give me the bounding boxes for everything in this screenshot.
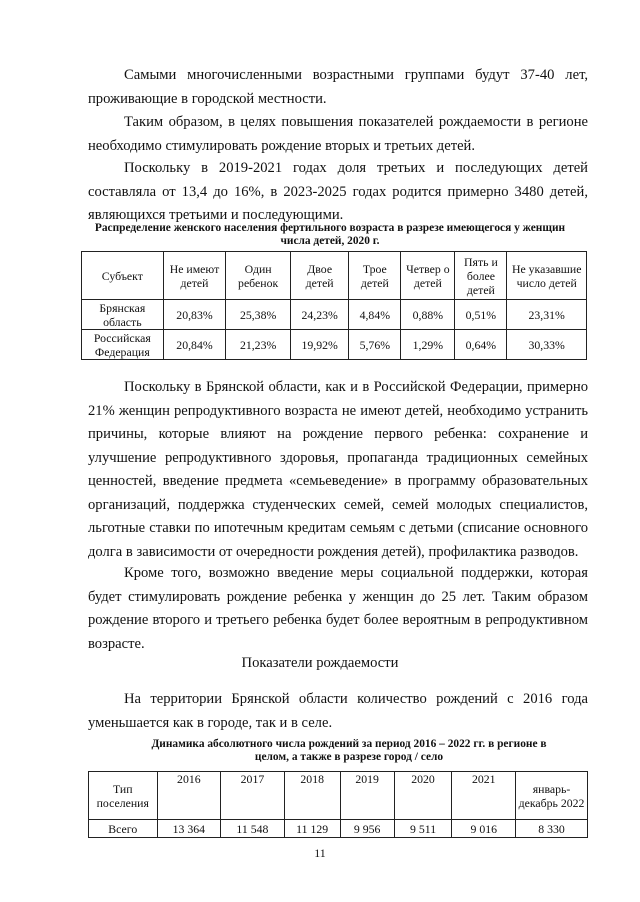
table1-header-cell: Трое детей	[349, 252, 401, 300]
table1-header-cell: Не указавшие число детей	[507, 252, 587, 300]
table2-header-cell: январь-декабрь 2022	[516, 772, 588, 820]
table1-header-row	[82, 252, 587, 300]
table1-cell: 0,51%	[455, 300, 507, 330]
table2-cell: 9 956	[340, 820, 394, 838]
table1-cell: 0,88%	[401, 300, 455, 330]
table1-cell: 1,29%	[401, 330, 455, 360]
table2-header-cell: 2020	[394, 772, 452, 820]
table2-cell: 11 129	[284, 820, 340, 838]
table2-header-cell: 2021	[452, 772, 516, 820]
table2-header-cell: 2016	[157, 772, 221, 820]
table2-header-row	[89, 772, 588, 820]
table1-cell: 30,33%	[507, 330, 587, 360]
page-number: 11	[314, 846, 326, 860]
table2-cell: 8 330	[516, 820, 588, 838]
births-dynamics-table	[88, 771, 588, 838]
table-row	[89, 820, 588, 838]
table1-header-cell: Пять и более детей	[455, 252, 507, 300]
table1-cell: 5,76%	[349, 330, 401, 360]
table2-cell: 11 548	[221, 820, 285, 838]
section-heading: Показатели рождаемости	[241, 655, 399, 671]
table2-header-cell: 2018	[284, 772, 340, 820]
table1-header-cell: Субъект	[82, 252, 164, 300]
table1-cell: 24,23%	[290, 300, 348, 330]
paragraph-4: Поскольку в Брянской области, как и в Российской Федерации, примерно 21% женщин репродуктивного возраста не имеют детей, необходимо устранить причины, которые влияют на рождение первого ребенка: сохранение и улучшение репродуктивного здоровья, пропаганда традиционных семейных ценностей, введение предмета «семьеведение» в программу образовательных организаций, поддержка студенческих семей, семей молодых специалистов, льготные ставки по ипотечным кредитам семьям с детьми (списание основного долга в зависимости от очередности рождения детей), профилактика разводов.	[88, 379, 588, 560]
table1-cell: 20,84%	[163, 330, 226, 360]
table1-cell: 20,83%	[163, 300, 226, 330]
table1-header-cell: Один ребенок	[226, 252, 291, 300]
table1-header-cell: Не имеют детей	[163, 252, 226, 300]
table1-header-cell: Четвер о детей	[401, 252, 455, 300]
fertility-distribution-table	[81, 251, 587, 360]
table1-header-cell: Двое детей	[290, 252, 348, 300]
table1-caption: Распределение женского населения фертильного возраста в разрезе имеющегося у женщин числа детей, 2020 г.	[94, 222, 566, 247]
table1-cell: 0,64%	[455, 330, 507, 360]
paragraph-3: Поскольку в 2019-2021 годах доля третьих и последующих детей составляла от 13,4 до 16%, в 2023-2025 годах родится примерно 3480 детей, являющихся третьими и последующими.	[88, 160, 588, 223]
table2-header-cell: Тип поселения	[89, 772, 158, 820]
table1-cell: Брянская область	[82, 300, 164, 330]
table1-cell: 4,84%	[349, 300, 401, 330]
table1-cell: 19,92%	[290, 330, 348, 360]
table2-header-cell: 2017	[221, 772, 285, 820]
paragraph-1: Самыми многочисленными возрастными группами будут 37-40 лет, проживающие в городской местности.	[88, 67, 588, 107]
table1-cell: 23,31%	[507, 300, 587, 330]
table2-cell: 9 016	[452, 820, 516, 838]
table1-cell: Российская Федерация	[82, 330, 164, 360]
table-row	[82, 300, 587, 330]
paragraph-2: Таким образом, в целях повышения показателей рождаемости в регионе необходимо стимулировать рождение вторых и третьих детей.	[88, 114, 588, 154]
table2-cell: 9 511	[394, 820, 452, 838]
table1-cell: 25,38%	[226, 300, 291, 330]
table2-header-cell: 2019	[340, 772, 394, 820]
table2-cell: Всего	[89, 820, 158, 838]
table1-cell: 21,23%	[226, 330, 291, 360]
paragraph-5: Кроме того, возможно введение меры социальной поддержки, которая будет стимулировать рождение ребенка у женщин до 25 лет. Таким образом рождение второго и третьего ребенка будет более вероятным в репродуктивном возрасте.	[88, 565, 588, 652]
table-row	[82, 330, 587, 360]
table2-cell: 13 364	[157, 820, 221, 838]
paragraph-6: На территории Брянской области количество рождений с 2016 года уменьшается как в городе, так и в селе.	[88, 691, 588, 731]
table2-caption: Динамика абсолютного числа рождений за период 2016 – 2022 гг. в регионе в целом, а также в разрезе город / село	[151, 738, 547, 763]
